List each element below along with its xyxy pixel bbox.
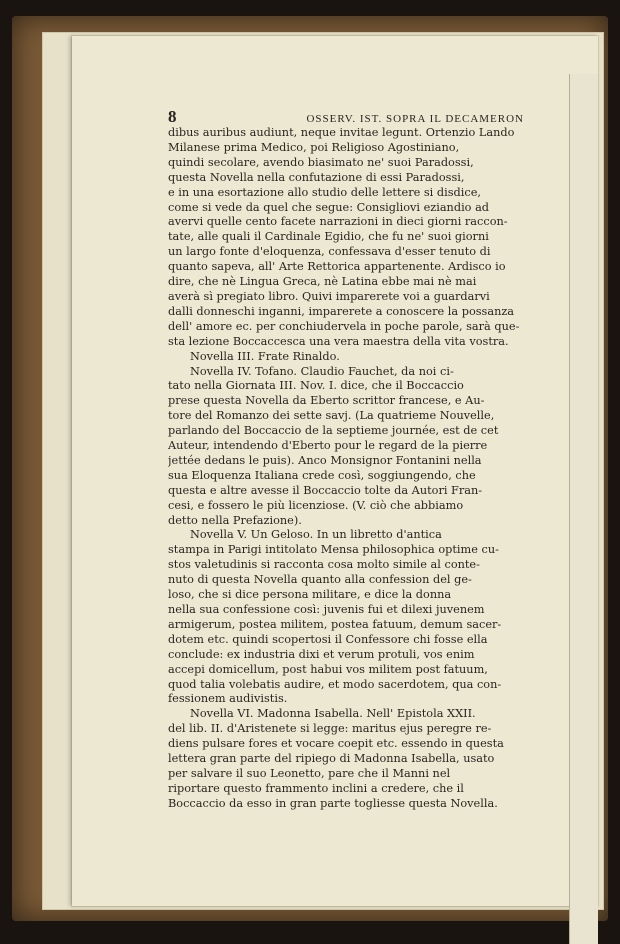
text-line: dalli donneschi inganni, imparerete a conoscere la possanza xyxy=(168,304,515,318)
page-header xyxy=(168,107,524,126)
text-line: quindi secolare, avendo biasimato ne' suoi Paradossi, xyxy=(168,155,474,169)
text-line: riportare questo frammento inclini a credere, che il xyxy=(168,781,464,795)
text-line: questa e altre avesse il Boccaccio tolte da Autori Fran- xyxy=(168,483,483,497)
text-line: averà sì pregiato libro. Quivi imparerete voi a guardarvi xyxy=(168,289,490,303)
text-line: del lib. II. d'Aristenete si legge: maritus ejus peregre re- xyxy=(168,722,492,736)
page-text-block xyxy=(168,107,524,812)
text-line: stos valetudinis si racconta cosa molto simile al conte- xyxy=(168,558,480,572)
text-line: dotem etc. quindi scopertosi il Confessore chi fosse ella xyxy=(168,632,488,646)
text-line: Boccaccio da esso in gran parte togliesse questa Novella. xyxy=(168,796,498,810)
text-line: avervi quelle cento facete narrazioni in dieci giorni raccon- xyxy=(168,215,508,229)
text-line: sua Eloquenza Italiana crede così, soggiungendo, che xyxy=(168,468,476,482)
text-line: parlando del Boccaccio de la septieme journée, est de cet xyxy=(168,424,499,438)
text-line: stampa in Parigi intitolato Mensa philosophica optime cu- xyxy=(168,543,499,557)
text-line: nella sua confessione così: juvenis fui et dilexi juvenem xyxy=(168,603,485,616)
text-line: loso, che si dice persona militare, e dice la donna xyxy=(168,588,452,602)
facing-page-edge xyxy=(569,74,598,944)
text-line: tate, alle quali il Cardinale Egidio, che fu ne' suoi giorni xyxy=(168,230,489,244)
page-number: 8 xyxy=(168,107,177,126)
text-line: fessionem audivistis. xyxy=(168,692,288,706)
running-title: OSSERV. IST. SOPRA IL DECAMERON xyxy=(306,113,524,125)
text-line: Novella V. Un Geloso. In un libretto d'antica xyxy=(190,528,442,542)
text-line: e in una esortazione allo studio delle lettere si disdice, xyxy=(168,185,481,199)
text-line: lettera gran parte del ripiego di Madonna Isabella, usato xyxy=(168,752,495,766)
text-line: quanto sapeva, all' Arte Rettorica appartenente. Ardisco io xyxy=(168,260,506,274)
text-line: nuto di questa Novella quanto alla confession del ge- xyxy=(168,573,472,587)
text-line: questa Novella nella confutazione di essi Paradossi, xyxy=(168,170,465,184)
text-line: sta lezione Boccaccesca una vera maestra della vita vostra. xyxy=(168,334,509,348)
text-line: jettée dedans le puis). Anco Monsignor Fontanini nella xyxy=(168,453,482,467)
text-line: prese questa Novella da Eberto scrittor francese, e Au- xyxy=(168,394,485,408)
text-line: dibus auribus audiunt, neque invitae legunt. Ortenzio Lando xyxy=(168,126,515,139)
body-text xyxy=(168,126,524,812)
text-line: dire, che nè Lingua Greca, nè Latina ebbe mai nè mai xyxy=(168,275,477,289)
text-line: dell' amore ec. per conchiudervela in poche parole, sarà que- xyxy=(168,319,520,333)
text-line: un largo fonte d'eloquenza, confessava d'esser tenuto di xyxy=(168,245,491,259)
text-line: diens pulsare fores et vocare coepit etc. essendo in questa xyxy=(168,737,504,751)
text-line: come si vede da quel che segue: Consigliovi eziandio ad xyxy=(168,200,490,214)
text-line: tore del Romanzo dei sette savj. (La quatrieme Nouvelle, xyxy=(168,409,495,423)
text-line: accepi domicellum, post habui vos militem post fatuum, xyxy=(168,662,488,676)
text-line: detto nella Prefazione). xyxy=(168,513,302,527)
text-line: conclude: ex industria dixi et verum protuli, vos enim xyxy=(168,647,475,661)
text-line: per salvare il suo Leonetto, pare che il Manni nel xyxy=(168,766,451,780)
text-line: Novella III. Frate Rinaldo. xyxy=(190,349,340,363)
text-line: armigerum, postea militem, postea fatuum, demum sacer- xyxy=(168,617,502,631)
text-line: cesi, e fossero le più licenziose. (V. ciò che abbiamo xyxy=(168,498,464,512)
text-line: Auteur, intendendo d'Eberto pour le regard de la pierre xyxy=(168,439,488,453)
text-line: Novella IV. Tofano. Claudio Fauchet, da noi ci- xyxy=(190,364,454,378)
text-line: tato nella Giornata III. Nov. I. dice, che il Boccaccio xyxy=(168,379,464,393)
text-line: quod talia volebatis audire, et modo sacerdotem, qua con- xyxy=(168,677,502,691)
text-line: Milanese prima Medico, poi Religioso Agostiniano, xyxy=(168,140,460,154)
text-line: Novella VI. Madonna Isabella. Nell' Epistola XXII. xyxy=(190,707,476,721)
